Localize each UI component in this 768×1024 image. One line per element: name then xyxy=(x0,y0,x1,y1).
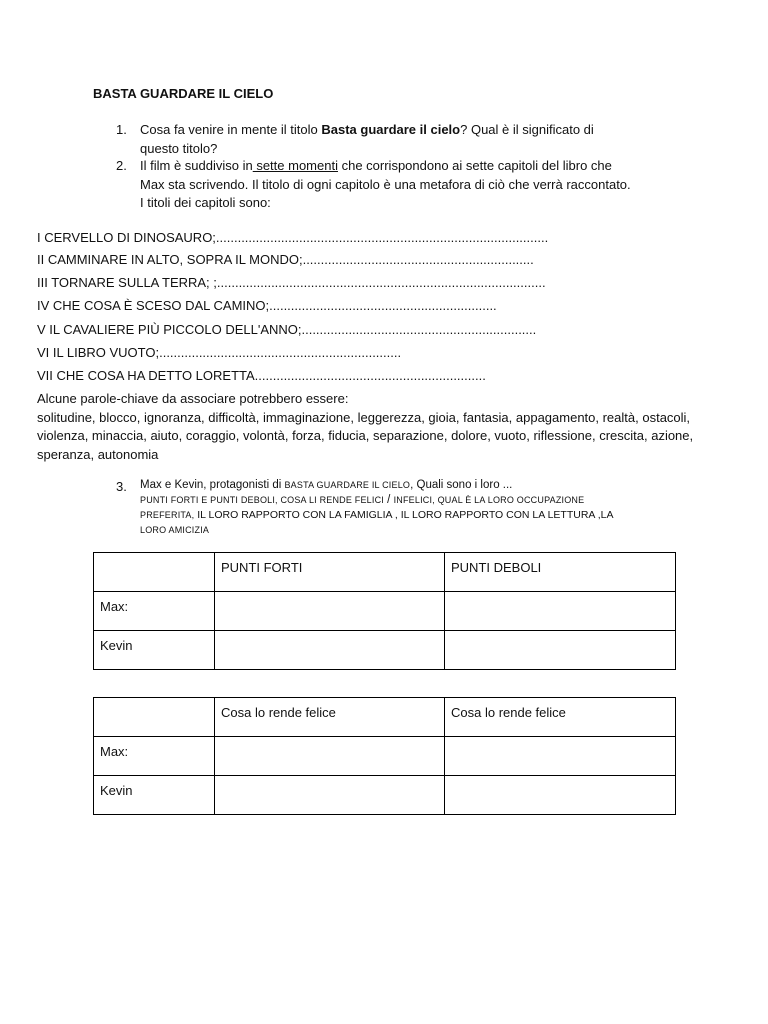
answer-cell[interactable] xyxy=(445,592,676,631)
table-row xyxy=(94,737,676,776)
keywords-intro: Alcune parole-chiave da associare potrebbero essere: xyxy=(37,391,349,406)
chapter-line: VI IL LIBRO VUOTO;................................................................... xyxy=(37,345,402,360)
row-label: Max: xyxy=(94,737,215,776)
question-text-part: Cosa fa venire in mente il titolo xyxy=(140,122,322,137)
film-title-smallcaps: BASTA GUARDARE IL CIELO xyxy=(284,480,411,490)
answer-cell[interactable] xyxy=(215,592,445,631)
question-text xyxy=(140,157,700,213)
question-text-part: IL LORO RAPPORTO CON LA FAMIGLIA , IL LORO RAPPORTO CON LA LETTURA ,LA xyxy=(194,509,614,521)
chapter-line: IV CHE COSA È SCESO DAL CAMINO;............................................................... xyxy=(37,298,497,313)
table-header-cell: Cosa lo rende felice xyxy=(215,698,445,737)
question-number: 1. xyxy=(116,122,127,137)
row-label: Kevin xyxy=(94,631,215,670)
chapter-line: VII CHE COSA HA DETTO LORETTA................................................................ xyxy=(37,368,486,383)
table-row xyxy=(94,776,676,815)
question-text-part: Max e Kevin, protagonisti di xyxy=(140,479,285,491)
chapter-line: III TORNARE SULLA TERRA; ;........................................................................................... xyxy=(37,275,546,290)
question-text-part: Max sta scrivendo. Il titolo di ogni capitolo è una metafora di ciò che verrà raccontato. xyxy=(140,176,631,192)
keywords-block xyxy=(37,390,737,464)
row-label: Max: xyxy=(94,592,215,631)
table-header-cell: Cosa lo rende felice xyxy=(445,698,676,737)
question-text-part: PREFERITA, xyxy=(140,510,195,520)
question-text-part: Il film è suddiviso in xyxy=(140,158,253,173)
answer-cell[interactable] xyxy=(445,737,676,776)
table-header-cell xyxy=(94,698,215,737)
answer-cell[interactable] xyxy=(445,776,676,815)
underlined-text: sette momenti xyxy=(252,158,338,173)
table-header-cell xyxy=(94,553,215,592)
question-text-part: / xyxy=(383,494,394,506)
happiness-table xyxy=(93,697,676,815)
film-title-bold: Basta guardare il cielo xyxy=(321,122,461,137)
question-text-part: che corrispondono ai sette capitoli del libro che xyxy=(337,158,612,173)
table-header-row xyxy=(94,698,676,737)
question-number: 2. xyxy=(116,158,127,173)
answer-cell[interactable] xyxy=(215,776,445,815)
table-row xyxy=(94,592,676,631)
table-header-row xyxy=(94,553,676,592)
question-text-part: questo titolo? xyxy=(140,140,218,156)
chapter-line: II CAMMINARE IN ALTO, SOPRA IL MONDO;................................................................ xyxy=(37,252,534,267)
row-label: Kevin xyxy=(94,776,215,815)
table-header-cell: PUNTI DEBOLI xyxy=(445,553,676,592)
question-text-part: I titoli dei capitoli sono: xyxy=(140,195,271,210)
chapter-line: V IL CAVALIERE PIÙ PICCOLO DELL'ANNO;................................................................. xyxy=(37,322,537,337)
answer-cell[interactable] xyxy=(215,737,445,776)
question-number: 3. xyxy=(116,479,127,494)
table-header-cell: PUNTI FORTI xyxy=(215,553,445,592)
keywords-list: solitudine, blocco, ignoranza, difficoltà, immaginazione, leggerezza, gioia, fantasia, appagamento, realtà, ostacoli, violenza, minaccia, aiuto, coraggio, volontà, forza, fiducia, separazione, dolore, vuoto, riflessione, crescita, azione, speranza, autonomia xyxy=(37,409,694,462)
question-text-part: PUNTI FORTI E PUNTI DEBOLI, COSA LI RENDE FELICI xyxy=(140,495,384,505)
question-text-part: INFELICI, QUAL È LA LORO OCCUPAZIONE xyxy=(393,495,585,505)
page-title: BASTA GUARDARE IL CIELO xyxy=(93,86,274,101)
answer-cell[interactable] xyxy=(215,631,445,670)
table-row xyxy=(94,631,676,670)
question-text-part: , Quali sono i loro ... xyxy=(410,479,513,491)
question-text xyxy=(140,478,680,538)
question-text-part: LORO AMICIZIA xyxy=(140,525,210,535)
question-text xyxy=(140,121,660,158)
strengths-weaknesses-table xyxy=(93,552,676,670)
answer-cell[interactable] xyxy=(445,631,676,670)
chapter-line: I CERVELLO DI DINOSAURO;............................................................................................ xyxy=(37,230,549,245)
question-text-part: ? Qual è il significato di xyxy=(460,122,594,137)
